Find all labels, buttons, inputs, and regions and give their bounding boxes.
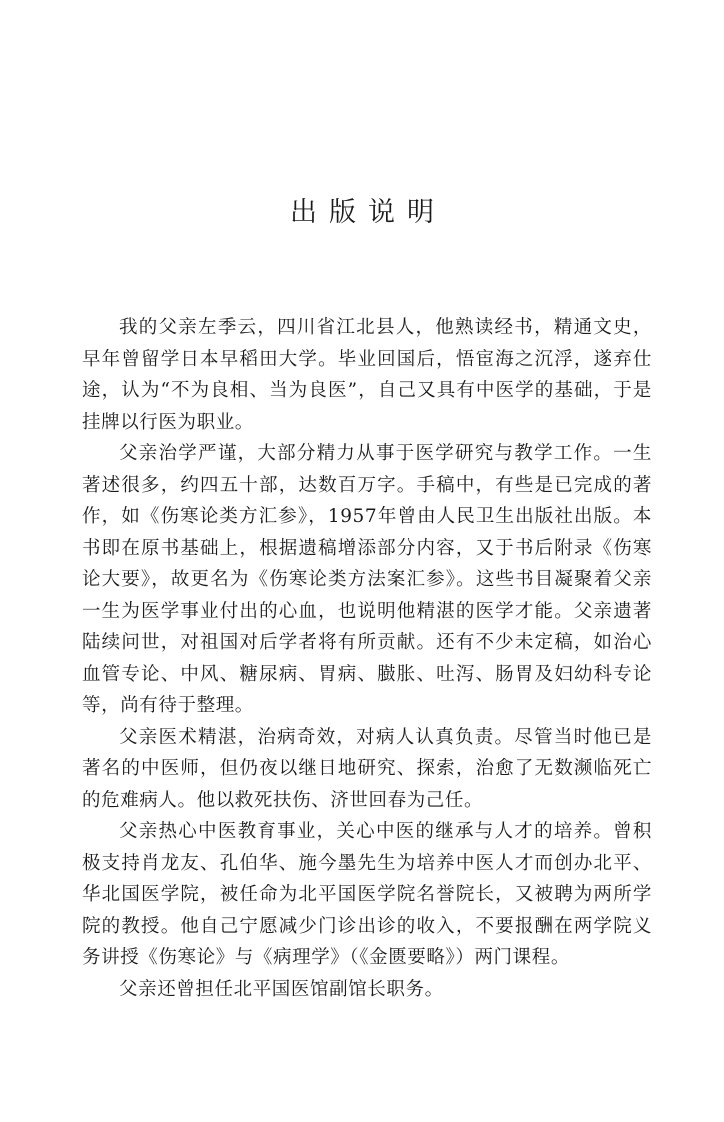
body-text: [82, 312, 652, 1005]
paragraph-1: 我的父亲左季云，四川省江北县人，他熟读经书，精通文史，早年曾留学日本早稻田大学。毕业回国后，悟宦海之沉浮，遂弃仕途，认为“不为良相、当为良医”，自己又具有中医学的基础，于是挂牌以行医为职业。: [82, 317, 652, 433]
page-title: 出版说明: [290, 197, 446, 228]
paragraph-2: 父亲治学严谨，大部分精力从事于医学研究与教学工作。一生著述很多，约四五十部，达数百万字。手稿中，有些是已完成的著作，如《伤寒论类方汇参》，1957年曾由人民卫生出版社出版。本书即在原书基础上，根据遗稿增添部分内容，又于书后附录《伤寒论大要》，故更名为《伤寒论类方法案汇参》。这些书目凝聚着父亲一生为医学事业付出的心血，也说明他精湛的医学才能。父亲遗著陆续问世，对祖国对后学者将有所贡献。还有不少未定稿，如治心血管专论、中风、糖尿病、胃病、臌胀、吐泻、肠胃及妇幼科专论等，尚有待于整理。: [82, 443, 652, 716]
paragraph-3: 父亲医术精湛，治病奇效，对病人认真负责。尽管当时他已是著名的中医师，但仍夜以继日地研究、探索，治愈了无数濒临死亡的危难病人。他以救死扶伤、济世回春为己任。: [82, 726, 652, 811]
paragraph-5: 父亲还曾担任北平国医馆副馆长职务。: [119, 978, 444, 1000]
paragraph-4: 父亲热心中医教育事业，关心中医的继承与人才的培养。曾积极支持肖龙友、孔伯华、施今墨先生为培养中医人才而创办北平、华北国医学院，被任命为北平国医学院名誉院长，又被聘为两所学院的教授。他自己宁愿减少门诊出诊的收入，不要报酬在两学院义务讲授《伤寒论》与《病理学》（《金匮要略》）两门课程。: [82, 821, 652, 968]
